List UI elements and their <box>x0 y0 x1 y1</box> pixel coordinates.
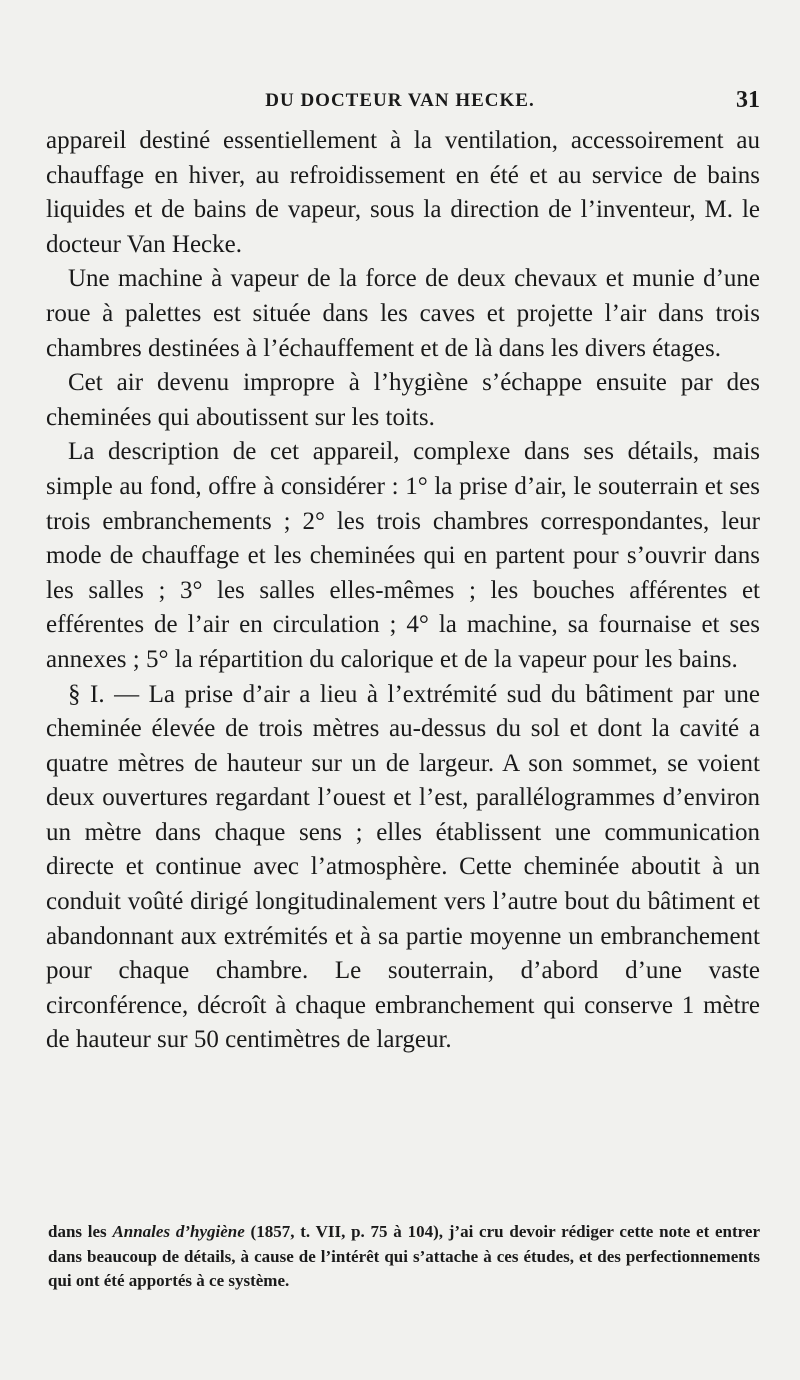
footnote-text <box>48 1220 760 1294</box>
paragraph-5: § I. — La prise d’air a lieu à l’extrémité sud du bâtiment par une cheminée élevée de trois mètres au-dessus du sol et dont la cavité a quatre mètres de hauteur sur un de largeur. A son sommet, se voient deux ouvertures regardant l’ouest et l’est, parallélogrammes d’environ un mètre dans chaque sens ; elles établissent une communication directe et continue avec l’atmosphère. Cette cheminée aboutit à un conduit voûté dirigé longitudinalement vers l’autre bout du bâtiment et abandonnant aux extrémités et à sa partie moyenne un embranchement pour chaque chambre. Le souterrain, d’abord d’une vaste circonférence, décroît à chaque embranchement qui conserve 1 mètre de hauteur sur 50 centimètres de largeur. <box>46 680 760 1054</box>
paragraph-1: appareil destiné essentiellement à la ventilation, accessoirement au chauffage en hiver, au refroidissement en été et au service de bains liquides et de bains de vapeur, sous la direction de l’inventeur, M. le docteur Van Hecke. <box>46 127 760 258</box>
footnote-after: (1857, t. VII, p. 75 à 104), j’ai cru devoir rédiger cette note et entrer dans beaucoup de détails, à cause de l’intérêt qui s’attache à ces études, et des perfectionnements qui ont été apportés à ce système. <box>48 1222 760 1290</box>
running-title: DU DOCTEUR VAN HECKE. <box>265 90 535 111</box>
footnote-journal-title: Annales d’hygiène <box>112 1222 245 1241</box>
paragraph-3: Cet air devenu impropre à l’hygiène s’échappe ensuite par des cheminées qui aboutissent sur les toits. <box>46 369 760 431</box>
main-text <box>46 124 760 1058</box>
footnote <box>48 1220 760 1294</box>
footnote-before: dans les <box>48 1222 113 1241</box>
paragraph-2: Une machine à vapeur de la force de deux chevaux et munie d’une roue à palettes est située dans les caves et projette l’air dans trois chambres destinées à l’échauffement et de là dans les divers étages. <box>46 265 760 362</box>
page-number: 31 <box>736 87 760 113</box>
paragraph-4: La description de cet appareil, complexe dans ses détails, mais simple au fond, offre à considérer : 1° la prise d’air, le souterrain et ses trois embranchements ; 2° les trois chambres correspondantes, leur mode de chauffage et les cheminées qui en partent pour s’ouvrir dans les salles ; 3° les salles elles-mêmes ; les bouches afférentes et efférentes de l’air en circulation ; 4° la machine, sa fournaise et ses annexes ; 5° la répartition du calorique et de la vapeur pour les bains. <box>46 438 760 673</box>
page-header <box>0 87 800 120</box>
